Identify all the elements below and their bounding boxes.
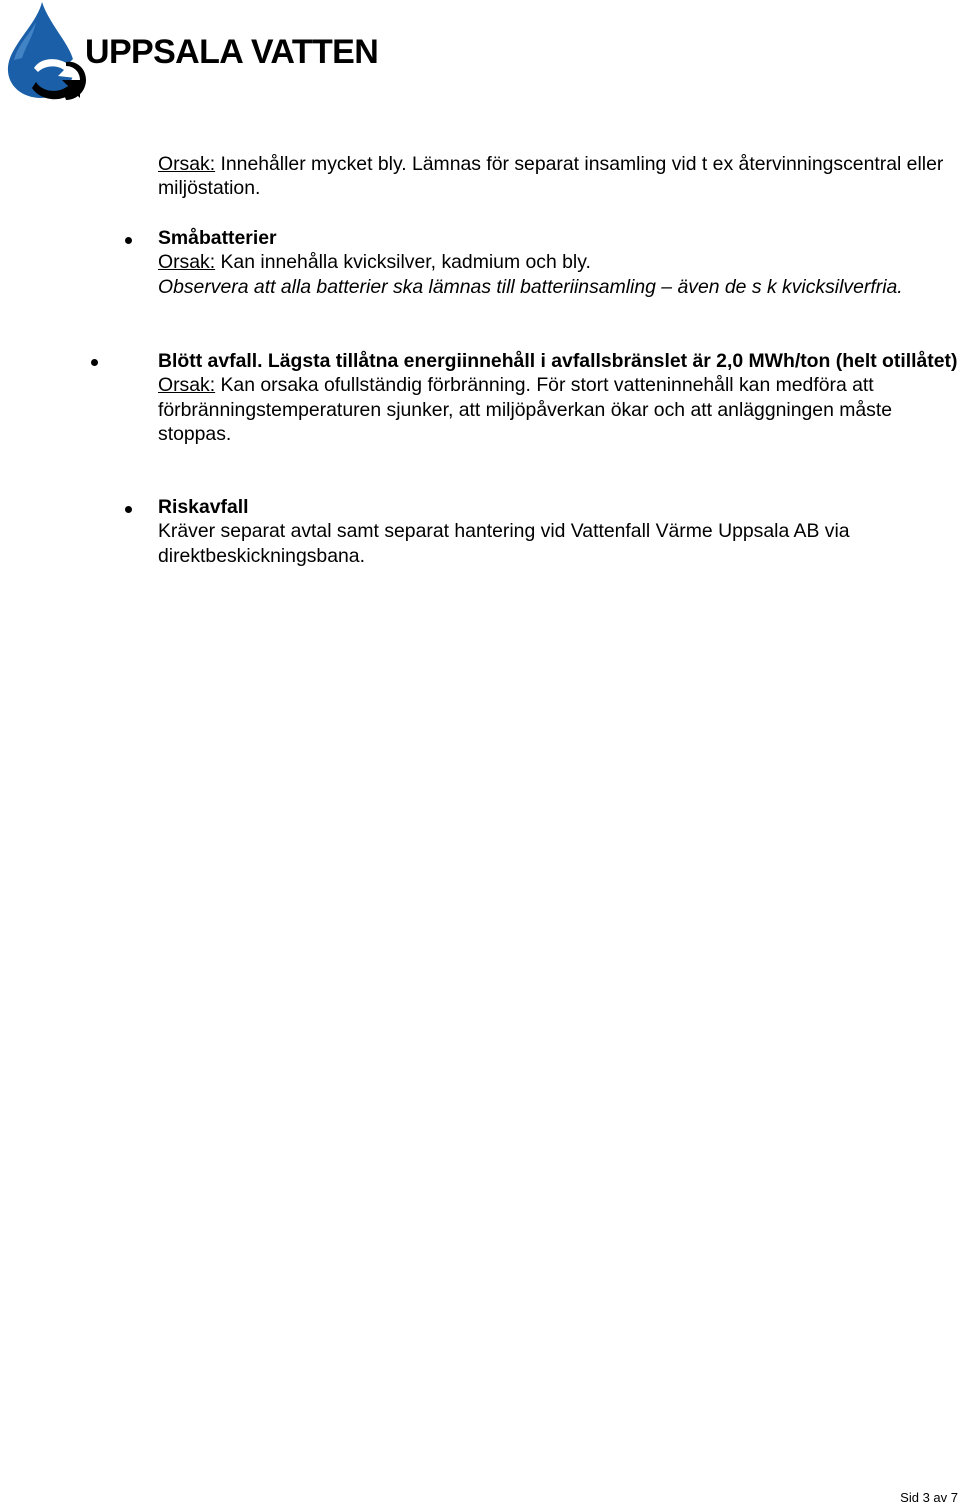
section-smabatterier (158, 226, 958, 299)
uppsala-vatten-logo (4, 0, 394, 104)
section-text: Kräver separat avtal samt separat hantering vid Vattenfall Värme Uppsala AB via direktbeskickningsbana. (158, 520, 850, 567)
note-text: Observera att alla batterier ska lämnas till batteriinsamling – även de s k kvicksilverfria. (158, 275, 903, 298)
bullet-icon (91, 359, 98, 366)
reason-text: Kan orsaka ofullständig förbränning. För stort vatteninnehåll kan medföra att förbränningstemperaturen sjunker, att miljöpåverkan ökar och att anläggningen måste stoppas. (158, 374, 893, 446)
section-title: Småbatterier (158, 227, 277, 249)
bullet-icon (125, 506, 132, 513)
bullet-icon (125, 237, 132, 244)
reason-paragraph (158, 152, 958, 201)
section-blott-avfall (158, 349, 958, 447)
reason-paragraph (158, 373, 958, 446)
section-blyackumulatorer (158, 152, 958, 201)
section-title: Riskavfall (158, 496, 249, 518)
page-number: Sid 3 av 7 (900, 1490, 958, 1505)
section-title: Blött avfall. Lägsta tillåtna energiinnehåll i avfallsbränslet är 2,0 MWh/ton (helt otillåtet) (158, 350, 958, 372)
section-riskavfall (158, 495, 958, 568)
reason-paragraph (158, 250, 958, 274)
reason-text: Innehåller mycket bly. Lämnas för separat insamling vid t ex återvinningscentral eller miljöstation. (158, 153, 944, 200)
reason-label: Orsak: (158, 374, 216, 397)
reason-text: Kan innehålla kvicksilver, kadmium och bly. (215, 251, 591, 274)
reason-label: Orsak: (158, 251, 216, 274)
reason-label: Orsak: (158, 153, 216, 175)
logo-wordmark: UPPSALA VATTEN (85, 33, 379, 71)
water-drop-icon (4, 0, 88, 104)
